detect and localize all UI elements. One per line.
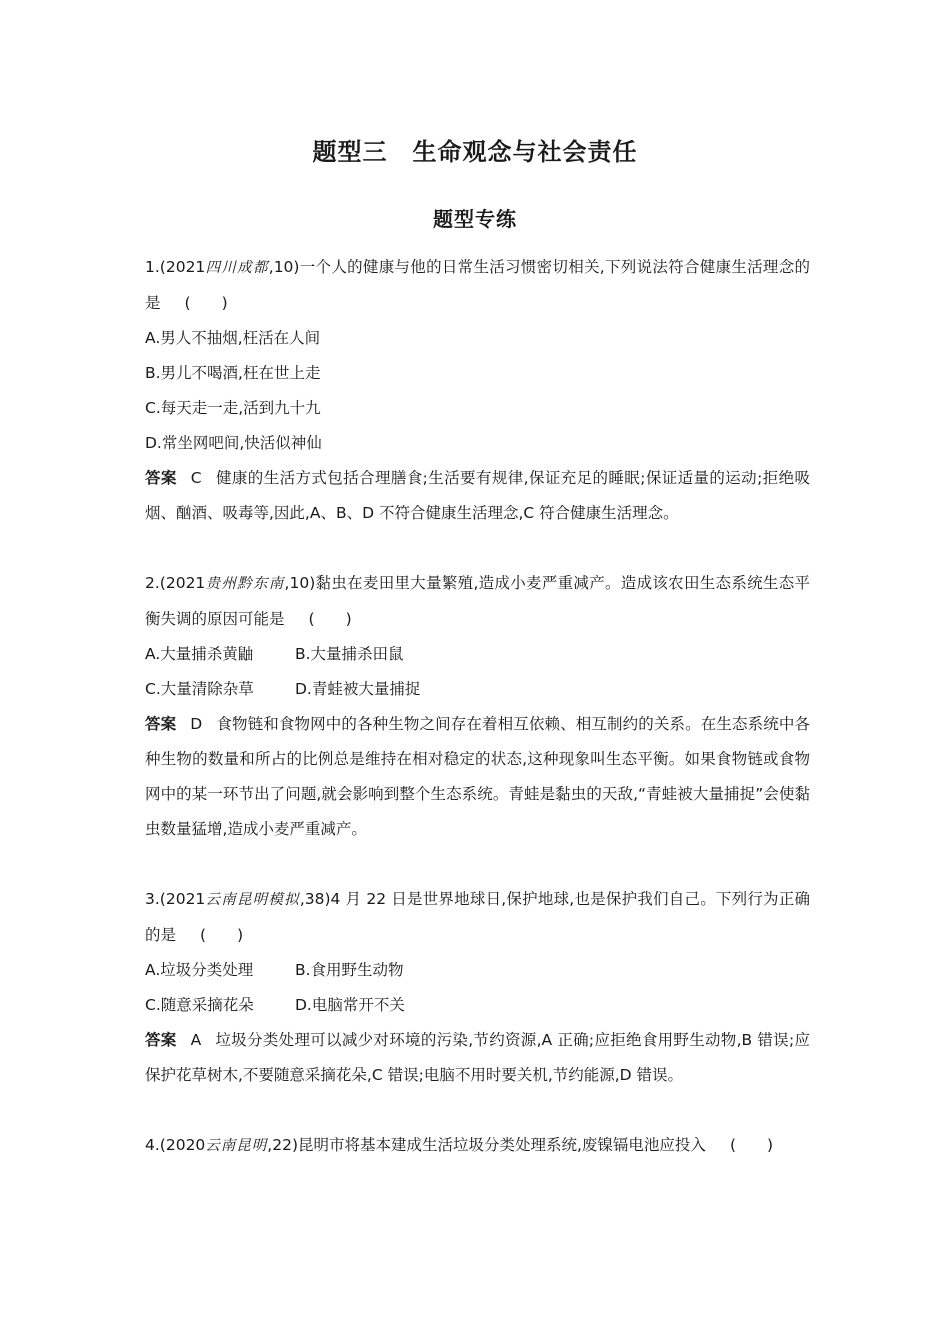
answer-block (145, 707, 810, 847)
question-stem: 1.(2021四川成都,10)一个人的健康与他的日常生活习惯密切相关,下列说法符合健康生活理念的是 ( ) (145, 250, 810, 321)
question-stem: 3.(2021云南昆明模拟,38)4 月 22 日是世界地球日,保护地球,也是保护我们自己。下列行为正确的是 ( ) (145, 882, 810, 953)
option-row (145, 953, 810, 988)
question-stem: 4.(2020云南昆明,22)昆明市将基本建成生活垃圾分类处理系统,废镍镉电池应投入 ( ) (145, 1128, 810, 1164)
question-stem: 2.(2021贵州黔东南,10)黏虫在麦田里大量繁殖,造成小麦严重减产。造成该农田生态系统生态平衡失调的原因可能是 ( ) (145, 566, 810, 637)
option-c: C.大量清除杂草 (145, 680, 254, 698)
question-list (145, 250, 810, 1199)
question-4 (145, 1128, 810, 1164)
option-b: B.男儿不喝酒,枉在世上走 (145, 364, 321, 382)
option-c: C.每天走一走,活到九十九 (145, 399, 321, 417)
option-row (145, 672, 810, 707)
question-source: 云南昆明 (205, 1138, 268, 1154)
answer-blank: ( ) (308, 610, 352, 628)
answer-explanation: 健康的生活方式包括合理膳食;生活要有规律,保证充足的睡眠;保证适量的运动;拒绝吸烟、酗酒、吸毒等,因此,A、B、D 不符合健康生活理念,C 符合健康生活理念。 (145, 469, 810, 522)
option-row (145, 637, 810, 672)
option-d: D.青蛙被大量捕捉 (295, 680, 421, 698)
question-3 (145, 882, 810, 1093)
question-1 (145, 250, 810, 531)
option-d: D.常坐网吧间,快活似神仙 (145, 434, 322, 452)
option-d: D.电脑常开不关 (295, 996, 405, 1014)
option-b: B.食用野生动物 (295, 961, 404, 979)
answer-explanation: 食物链和食物网中的各种生物之间存在着相互依赖、相互制约的关系。在生态系统中各种生物的数量和所占的比例总是维持在相对稳定的状态,这种现象叫生态平衡。如果食物链或食物网中的某一环节出了问题,就会影响到整个生态系统。青蛙是黏虫的天敌,“青蛙被大量捕捉”会使黏虫数量猛增,造成小麦严重减产。 (145, 715, 810, 838)
answer-block (145, 1023, 810, 1093)
option-b: B.大量捕杀田鼠 (295, 645, 404, 663)
answer-blank: ( ) (184, 294, 228, 312)
answer-blank: ( ) (729, 1136, 774, 1154)
answer-choice: A (190, 1031, 202, 1049)
option-a: A.男人不抽烟,枉活在人间 (145, 329, 321, 347)
answer-blank: ( ) (200, 926, 244, 944)
answer-choice: C (190, 469, 202, 487)
page-title: 题型三 生命观念与社会责任 (312, 138, 638, 166)
question-source: 贵州黔东南 (205, 576, 285, 592)
option-a: A.大量捕杀黄鼬 (145, 645, 254, 663)
question-source: 四川成都 (205, 260, 269, 276)
answer-block (145, 461, 810, 531)
answer-choice: D (190, 715, 203, 733)
question-2 (145, 566, 810, 847)
answer-label: 答案 (145, 1031, 177, 1049)
section-title: 题型专练 (433, 207, 517, 231)
answer-explanation: 垃圾分类处理可以减少对环境的污染,节约资源,A 正确;应拒绝食用野生动物,B 错误;应保护花草树木,不要随意采摘花朵,C 错误;电脑不用时要关机,节约能源,D 错误。 (145, 1031, 810, 1084)
option-row (145, 988, 810, 1023)
option-c: C.随意采摘花朵 (145, 996, 254, 1014)
answer-label: 答案 (145, 715, 177, 733)
answer-label: 答案 (145, 469, 177, 487)
question-source: 云南昆明模拟 (205, 892, 300, 908)
option-a: A.垃圾分类处理 (145, 961, 254, 979)
